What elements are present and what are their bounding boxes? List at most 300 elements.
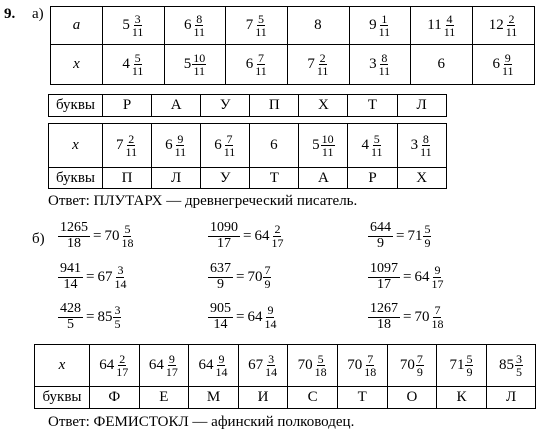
numerator: 1090 (210, 220, 238, 235)
letter-cell: А (152, 95, 201, 117)
whole-part: 6 (270, 137, 278, 154)
problem-number: 9. (4, 6, 16, 22)
numerator: 941 (60, 261, 81, 276)
improper-fraction (58, 262, 83, 292)
equation (208, 262, 271, 292)
denominator: 11 (378, 64, 391, 78)
mixed-fraction (248, 353, 278, 378)
numerator: 5 (317, 351, 324, 366)
numerator: 9 (218, 351, 225, 366)
letter-cell: Р (103, 95, 152, 117)
numerator: 1 (381, 11, 388, 26)
fraction-part (430, 304, 444, 329)
equals-sign: = (396, 227, 405, 244)
letter-cell: Л (486, 387, 536, 409)
fraction-part (214, 353, 228, 378)
mixed-fraction (214, 133, 236, 158)
improper-fraction (368, 302, 400, 332)
table-cell (411, 45, 473, 85)
mixed-fraction (247, 264, 271, 289)
table-cell (103, 124, 152, 168)
mixed-fraction (122, 13, 144, 38)
denominator: 9 (217, 276, 224, 292)
whole-part: 70 (399, 357, 415, 373)
numerator: 5 (257, 11, 264, 26)
denominator: 14 (213, 316, 228, 332)
mixed-fraction (414, 304, 444, 329)
whole-part: 64 (198, 357, 214, 373)
denominator: 18 (364, 365, 377, 379)
table-cell (226, 45, 288, 85)
numerator: 7 (226, 131, 233, 146)
numerator: 2 (319, 50, 326, 65)
letter-cell: П (103, 168, 152, 189)
fraction-part (378, 52, 392, 77)
table-cell (348, 124, 397, 168)
denominator: 9 (377, 235, 384, 251)
letter-cell: Т (250, 168, 299, 189)
equation (208, 221, 284, 251)
whole-part: 8 (314, 17, 322, 34)
numerator: 2 (119, 351, 126, 366)
numerator: 1267 (370, 301, 398, 316)
denominator: 11 (255, 25, 267, 39)
mixed-fraction (99, 353, 129, 378)
mixed-fraction (116, 133, 138, 158)
numerator: 10 (193, 50, 206, 65)
mixed-fraction (198, 353, 228, 378)
mixed-fraction (254, 223, 284, 248)
whole-part: 64 (148, 357, 164, 373)
numerator: 9 (177, 131, 184, 146)
numerator: 7 (257, 50, 264, 65)
mixed-fraction (184, 52, 207, 77)
numerator: 905 (210, 301, 231, 316)
table-cell (486, 345, 536, 387)
mixed-fraction (298, 353, 328, 378)
table-cell (238, 345, 288, 387)
mixed-fraction (307, 52, 329, 77)
improper-fraction (368, 221, 393, 251)
equation (58, 302, 121, 332)
improper-fraction (208, 221, 240, 251)
whole-part: 64 (99, 357, 115, 373)
denominator: 17 (431, 276, 444, 291)
whole-part: 67 (248, 357, 264, 373)
denominator: 11 (255, 64, 267, 78)
fraction-part (419, 133, 433, 158)
numerator: 7 (434, 303, 441, 318)
denominator: 9 (264, 276, 271, 291)
denominator: 11 (370, 145, 383, 159)
whole-part: 3 (410, 137, 419, 153)
equals-sign: = (403, 268, 412, 285)
table-row (49, 168, 447, 189)
table-cell (201, 124, 250, 168)
denominator: 11 (443, 25, 456, 39)
numerator: 2 (128, 131, 135, 146)
numerator: 1265 (60, 220, 88, 235)
table-cell (152, 124, 201, 168)
whole-part: 5 (122, 17, 130, 33)
mixed-fraction (165, 133, 187, 158)
whole-part: 5 (312, 137, 320, 153)
denominator: 11 (378, 25, 391, 39)
equals-sign: = (86, 308, 95, 325)
denominator: 18 (431, 316, 444, 331)
mixed-fraction (184, 13, 206, 38)
mixed-fraction (149, 353, 179, 378)
mixed-fraction (492, 52, 514, 77)
denominator: 11 (193, 25, 206, 39)
denominator: 5 (67, 316, 74, 332)
whole-part: 7 (307, 56, 315, 72)
mixed-fraction (247, 304, 277, 329)
fraction-part (254, 52, 268, 77)
whole-part: 67 (97, 268, 113, 285)
fraction-part (270, 223, 284, 248)
letter-cell: Р (348, 168, 397, 189)
improper-fraction (208, 302, 233, 332)
letter-cell: У (201, 95, 250, 117)
denominator: 11 (420, 145, 432, 159)
mixed-fraction (489, 13, 519, 38)
fraction-part (120, 223, 134, 248)
denominator: 17 (217, 235, 231, 251)
letter-cell: П (250, 95, 299, 117)
denominator: 18 (314, 365, 327, 379)
numerator: 3 (114, 303, 121, 318)
numerator: 9 (267, 303, 274, 318)
letter-cell: Е (139, 387, 189, 409)
table-cell (387, 345, 437, 387)
letter-cell: У (201, 168, 250, 189)
row-label-x: x (49, 124, 103, 168)
fraction-part (423, 223, 431, 248)
denominator: 14 (264, 316, 277, 331)
part-a-label: а) (32, 6, 44, 22)
fraction-part (264, 353, 278, 378)
numerator: 4 (446, 11, 453, 26)
mixed-fraction (499, 353, 523, 378)
equation (58, 221, 134, 251)
whole-part: 70 (104, 227, 120, 244)
mixed-fraction (400, 353, 424, 378)
denominator: 9 (416, 365, 423, 379)
denominator: 17 (271, 235, 284, 250)
table-cell (226, 7, 288, 45)
table-cell (164, 7, 226, 45)
table-cell (397, 124, 446, 168)
denominator: 11 (131, 64, 144, 78)
row-label-letters: буквы (35, 387, 90, 409)
equation (58, 262, 127, 292)
letter-cell: Ф (90, 387, 140, 409)
whole-part: 71 (449, 357, 465, 373)
fraction-part (131, 13, 145, 38)
denominator: 17 (377, 276, 391, 292)
mixed-fraction (449, 353, 473, 378)
denominator: 11 (316, 64, 329, 78)
denominator: 17 (165, 365, 178, 379)
row-label-x: x (35, 345, 90, 387)
fraction-part (416, 353, 424, 378)
numerator: 7 (264, 263, 271, 278)
denominator: 11 (125, 145, 138, 159)
numerator: 637 (210, 261, 231, 276)
mixed-fraction (97, 264, 127, 289)
numerator: 8 (196, 11, 203, 26)
numerator: 428 (60, 301, 81, 316)
table-row (49, 124, 447, 168)
mixed-fraction (270, 138, 279, 153)
letter-cell: О (387, 387, 437, 409)
whole-part: 11 (427, 17, 442, 33)
table-row (35, 387, 536, 409)
fraction-part (115, 353, 129, 378)
mixed-fraction (122, 52, 144, 77)
equals-sign: = (236, 268, 245, 285)
whole-part: 6 (214, 137, 222, 153)
answer-b: Ответ: ФЕМИСТОКЛ — афинский полководец. (48, 414, 355, 430)
table-cell (164, 45, 226, 85)
row-label-letters: буквы (49, 168, 103, 189)
fraction-part (316, 52, 330, 77)
whole-part: 3 (369, 56, 377, 72)
table-cell (103, 7, 165, 45)
letter-cell: Т (348, 95, 397, 117)
denominator: 14 (114, 276, 127, 291)
mixed-fraction (314, 18, 323, 33)
numerator: 5 (134, 50, 141, 65)
improper-fraction (208, 262, 233, 292)
denominator: 11 (174, 145, 187, 159)
table-row (35, 345, 536, 387)
whole-part: 85 (499, 357, 515, 373)
numerator: 3 (117, 263, 124, 278)
numerator: 644 (370, 220, 391, 235)
table-cell (189, 345, 239, 387)
table-cell (349, 45, 411, 85)
denominator: 18 (377, 316, 391, 332)
whole-part: 6 (165, 137, 173, 153)
denominator: 5 (114, 316, 121, 331)
letter-cell: Т (337, 387, 387, 409)
denominator: 11 (321, 145, 334, 159)
table-cell (473, 7, 535, 45)
fraction-part (193, 13, 207, 38)
mixed-fraction (407, 223, 431, 248)
fraction-part (113, 264, 127, 289)
letter-cell: Л (152, 168, 201, 189)
whole-part: 71 (407, 227, 423, 244)
whole-part: 9 (369, 17, 377, 33)
denominator: 17 (116, 365, 129, 379)
fraction-part (321, 133, 335, 158)
denominator: 18 (67, 235, 81, 251)
letter-cell: И (238, 387, 288, 409)
letter-cell: М (189, 387, 239, 409)
numerator: 3 (268, 351, 275, 366)
fraction-part (501, 52, 515, 77)
numerator: 8 (422, 131, 429, 146)
table-row (51, 45, 535, 85)
numerator: 10 (321, 131, 334, 146)
table-cell (288, 7, 350, 45)
table-cell (337, 345, 387, 387)
whole-part: 12 (488, 17, 504, 33)
letter-cell: К (437, 387, 487, 409)
table-b-solution (34, 344, 536, 409)
table-cell (139, 345, 189, 387)
whole-part: 7 (245, 17, 254, 33)
whole-part: 64 (247, 308, 263, 325)
fraction-part (223, 133, 237, 158)
table-cell (349, 7, 411, 45)
numerator: 5 (124, 222, 131, 237)
numerator: 3 (134, 11, 141, 26)
mixed-fraction (246, 52, 268, 77)
numerator: 8 (381, 50, 388, 65)
improper-fraction (368, 262, 400, 292)
equation (368, 262, 444, 292)
whole-part: 6 (492, 56, 500, 72)
denominator: 14 (215, 365, 228, 379)
denominator: 11 (501, 64, 514, 78)
fraction-part (125, 133, 139, 158)
mixed-fraction (312, 133, 335, 158)
row-label-a: a (51, 7, 103, 45)
whole-part: 4 (122, 56, 130, 72)
numerator: 3 (516, 351, 523, 366)
whole-part: 6 (184, 17, 192, 33)
denominator: 14 (265, 365, 278, 379)
whole-part: 70 (414, 308, 430, 325)
numerator: 5 (466, 351, 473, 366)
denominator: 11 (193, 64, 206, 78)
fraction-part (363, 353, 377, 378)
mixed-fraction (414, 264, 444, 289)
whole-part: 6 (437, 56, 446, 73)
table-cell (473, 45, 535, 85)
table-cell (299, 124, 348, 168)
numerator: 9 (434, 263, 441, 278)
numerator: 9 (168, 351, 175, 366)
whole-part: 70 (297, 357, 313, 373)
fraction-part (443, 13, 457, 38)
equals-sign: = (86, 268, 95, 285)
fraction-part (131, 52, 145, 77)
answer-a: Ответ: ПЛУТАРХ — древнегреческий писатель. (48, 193, 358, 209)
numerator: 2 (274, 222, 281, 237)
fraction-part (174, 133, 188, 158)
mixed-fraction (369, 52, 391, 77)
mixed-fraction (246, 13, 268, 38)
fraction-part (430, 264, 444, 289)
mixed-fraction (427, 13, 456, 38)
letter-cell: Х (299, 95, 348, 117)
letter-cell: С (288, 387, 338, 409)
equals-sign: = (403, 308, 412, 325)
mixed-fraction (411, 133, 433, 158)
fraction-part (505, 13, 519, 38)
fraction-part (263, 304, 277, 329)
denominator: 18 (121, 235, 134, 250)
mixed-fraction (369, 13, 391, 38)
letter-cell: А (299, 168, 348, 189)
denominator: 11 (505, 25, 518, 39)
whole-part: 4 (361, 137, 369, 153)
denominator: 5 (516, 365, 523, 379)
fraction-part (314, 353, 328, 378)
mixed-fraction (104, 223, 134, 248)
improper-fraction (58, 302, 83, 332)
equals-sign: = (243, 227, 252, 244)
improper-fraction (58, 221, 90, 251)
whole-part: 5 (183, 56, 192, 72)
table-cell (288, 345, 338, 387)
fraction-part (378, 13, 392, 38)
fraction-part (113, 304, 121, 329)
table-row (49, 95, 447, 117)
row-label-letters: буквы (49, 95, 103, 117)
table-a-letters (48, 94, 447, 117)
fraction-part (465, 353, 473, 378)
whole-part: 70 (347, 357, 363, 373)
whole-part: 64 (414, 268, 430, 285)
numerator: 1097 (370, 261, 398, 276)
table-cell (250, 124, 299, 168)
table-a-values (50, 6, 535, 85)
table-a-solution (48, 123, 447, 189)
denominator: 9 (466, 365, 473, 379)
mixed-fraction (97, 304, 121, 329)
denominator: 9 (424, 235, 431, 250)
table-cell (411, 7, 473, 45)
numerator: 5 (373, 131, 380, 146)
equation (368, 221, 431, 251)
equation (368, 302, 444, 332)
whole-part: 85 (97, 308, 113, 325)
whole-part: 6 (245, 56, 254, 72)
fraction-part (192, 52, 206, 77)
table-cell (437, 345, 487, 387)
numerator: 9 (504, 50, 511, 65)
equals-sign: = (93, 227, 102, 244)
numerator: 5 (424, 222, 431, 237)
letter-cell: Х (397, 168, 446, 189)
fraction-part (165, 353, 179, 378)
denominator: 11 (223, 145, 236, 159)
mixed-fraction (347, 353, 377, 378)
table-cell (90, 345, 140, 387)
table-cell (103, 45, 165, 85)
table-row (51, 7, 535, 45)
mixed-fraction (361, 133, 383, 158)
table-cell (288, 45, 350, 85)
numerator: 7 (416, 351, 423, 366)
part-b-label: б) (32, 231, 45, 247)
mixed-fraction (438, 57, 447, 72)
numerator: 7 (367, 351, 374, 366)
fraction-part (515, 353, 523, 378)
letter-cell: Л (397, 95, 446, 117)
denominator: 14 (63, 276, 78, 292)
equals-sign: = (236, 308, 245, 325)
fraction-part (254, 13, 268, 38)
fraction-part (370, 133, 384, 158)
row-label-x: x (51, 45, 103, 85)
